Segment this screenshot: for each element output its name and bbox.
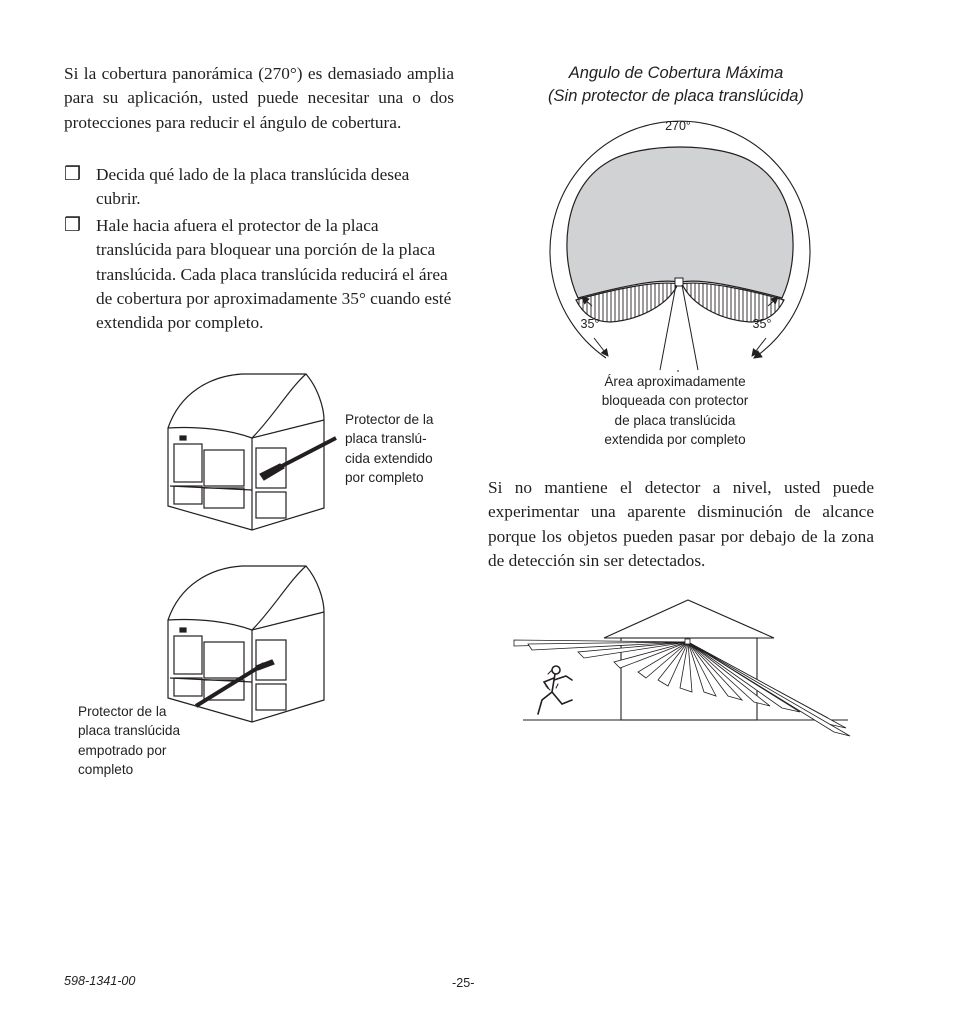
- arrow-right-lower: [752, 338, 766, 356]
- label-line: empotrado por: [78, 742, 167, 758]
- sensor-marker: [675, 278, 683, 286]
- blocked-label-line: Área aproximadamente: [604, 374, 746, 389]
- sensor-marker: [685, 639, 690, 644]
- document-number: 598-1341-00: [64, 974, 136, 988]
- bullet-text: Hale hacia afuera el protector de la placa translúcida para bloquear una porción de la placa translúcida. Cada placa translúcida reducirá el área de cobertura por aproximadamente 35° cuando esté extendida por completo.: [96, 216, 452, 333]
- angle-right-label: 35°: [752, 317, 772, 331]
- coverage-figure-title: [500, 62, 852, 107]
- label-line: placa translúcida: [78, 723, 181, 739]
- bullet-item: [64, 214, 456, 335]
- detector-illustrations: [160, 368, 340, 728]
- detection-zone-illustration: [508, 596, 858, 746]
- coverage-title-line-2: (Sin protector de placa translúcida): [548, 86, 804, 105]
- checkbox-icon: ❒: [64, 215, 82, 236]
- detector-extended-illustration: [168, 374, 336, 530]
- detection-beams: [514, 640, 850, 736]
- label-shield-extended: [345, 410, 475, 488]
- label-line: Protector de la: [345, 412, 434, 427]
- blocked-label-line: bloqueada con protector: [601, 393, 749, 409]
- bullet-text: Decida qué lado de la placa translúcida desea cubrir.: [96, 165, 410, 209]
- label-line: completo: [78, 762, 134, 778]
- label-line: por completo: [345, 470, 424, 486]
- coverage-title-line-1: Angulo de Cobertura Máxima: [568, 64, 784, 82]
- house-roof: [604, 600, 774, 638]
- intro-paragraph: Si la cobertura panorámica (270°) es demasiado amplia para su aplicación, usted puede necesitar una o dos protecciones para reducir el ángulo de cobertura.: [64, 64, 454, 132]
- checkbox-icon: ❒: [64, 164, 82, 185]
- detector-retracted-illustration: [168, 566, 324, 722]
- page-number: -25-: [452, 976, 475, 990]
- arrow-left-lower: [594, 338, 608, 356]
- label-line: cida extendido: [345, 450, 433, 466]
- label-line: placa translú-: [345, 431, 427, 447]
- angle-left-label: 35°: [580, 317, 600, 331]
- running-person-icon: [538, 666, 572, 714]
- blocked-label-line: extendida por completo: [604, 432, 746, 448]
- bullet-item: [64, 163, 456, 212]
- label-shield-retracted: [78, 702, 228, 780]
- blocked-label-line: de placa translúcida: [614, 412, 736, 428]
- level-note-paragraph: Si no mantiene el detector a nivel, usted puede experimentar una aparente disminución de alcance porque los objetos pueden pasar por debajo de la zona de detección sin ser detectados.: [488, 478, 874, 570]
- label-line: Protector de la: [78, 704, 167, 719]
- angle-total-label: 270°: [665, 119, 691, 133]
- coverage-area: [567, 147, 793, 298]
- blocked-area-label: [560, 372, 790, 450]
